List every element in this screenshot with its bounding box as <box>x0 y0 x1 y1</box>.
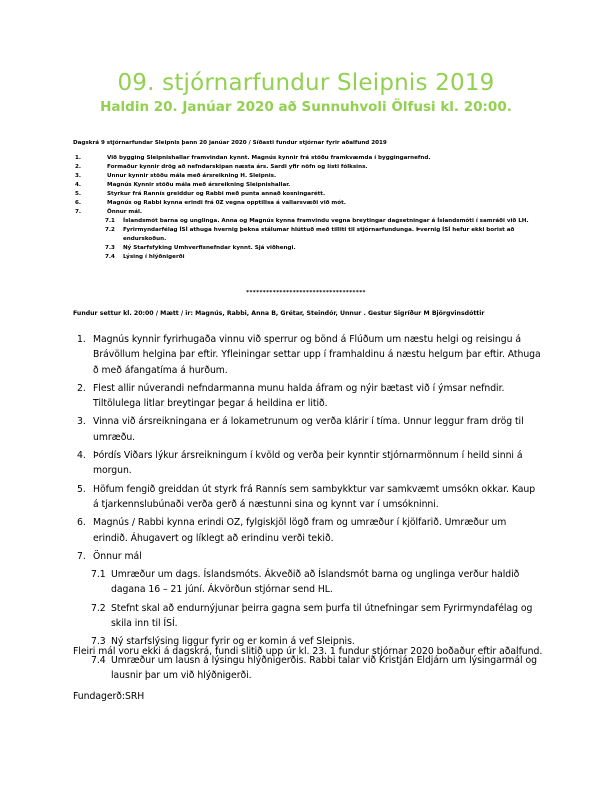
minutes-subitem-text: Ný starfslýsing liggur fyrir og er komin á vef Sleipnis. <box>111 636 355 648</box>
agenda-item <box>73 172 543 181</box>
minutes-list <box>73 332 543 686</box>
minutes-subitem-text: Stefnt skal að endurnýjunar þeirra gagna sem þurfa til útnefningar sem Fyrirmyndafélag og skila inn til ÍSÍ. <box>111 602 533 630</box>
agenda-subitem-number: 7.3 <box>105 245 115 251</box>
minutes-item-number: 2. <box>77 382 86 394</box>
agenda-item-text: Unnur kynnir stöðu mála með ársreikning H. Sleipnis. <box>107 173 277 179</box>
agenda-item <box>73 163 543 172</box>
minutes-item-text: Magnús kynnir fyrirhugaða vinnu við sperrur og bönd á Flúðum um næstu helgi og reisingu á Brávöllum helgina þar eftir. Yfleiningar settar upp í framhaldinu á næstu helgum þar eftir. Athuga ð með áfangatíma á hurðum. <box>93 334 541 376</box>
separator-line: ************************************ <box>246 290 366 296</box>
minutes-item <box>73 332 543 378</box>
minutes-item-text: Höfum fengið greiddan út styrk frá Rannís sem sambykktur var samkvæmt umsókn okkar. Kaup á tjarkennslubúnaði verða gerð á næstunni sina og kynnt var í umsókninni. <box>93 483 536 510</box>
agenda-subitem <box>73 226 543 244</box>
agenda-item <box>73 190 543 199</box>
agenda-subitem-number: 7.4 <box>105 254 115 260</box>
agenda-item-text: Við bygging Sleipnishallar framvindan kynnt. Magnús kynnir frá stöðu framkvæmda í byggingarnefnd. <box>107 155 431 161</box>
minutes-item-number: 5. <box>77 483 86 495</box>
minutes-item-text: Magnús / Rabbi kynna erindi OZ, fylgiskjöl lögð fram og umræður í kjölfarið. Umræður um erindið. Áhugavert og líklegt að erindinu verði tekið. <box>93 517 507 544</box>
minutes-subitem-number: 7.4 <box>91 654 106 666</box>
agenda-subitem-text: Íslandsmót barna og unglinga. Anna og Magnús kynna framvindu vegna breytingar dagsetningar á Íslandsmóti í samráði við LH. <box>123 218 529 224</box>
minutes-item-text: Flest allir núverandi nefndarmanna munu halda áfram og nýir bætast við í ýmsar nefndir. Tiltölulega litlar breytingar þegar á heildina er litið. <box>93 382 505 410</box>
minutes-item-text: Önnur mál <box>93 550 142 562</box>
closing-paragraph: Fleiri mál voru ekki á dagskrá, fundi slitið upp úr kl. 23. 1 fundur stjórnar 2020 boðaður eftir aðalfund. <box>73 646 543 657</box>
minutes-item <box>73 381 543 412</box>
agenda-subitem-text: Ný Starfsfyking Umhverfisnefndar kynnt. Sjá viðhengi. <box>123 245 296 251</box>
document-title: 09. stjórnarfundur Sleipnis 2019 <box>117 70 495 96</box>
minutes-item <box>73 549 543 564</box>
minutes-item-number: 6. <box>77 517 86 529</box>
minutes-item <box>73 482 543 513</box>
agenda-item-text: Formaður kynnir drög að nefndarskipan næsta árs. Sardi yfir nöfn og lísti fólksins. <box>107 164 368 170</box>
agenda-item-number: 2. <box>75 164 82 170</box>
document-subtitle: Haldin 20. Janúar 2020 að Sunnuhvoli Ölfusi kl. 20:00. <box>100 99 512 115</box>
minutes-item-text: Þórdís Viðars lýkur ársreikningum í kvöld og verða þeir kynntir stjórnarmönnum í heild sinni á morgun. <box>93 450 523 477</box>
minutes-subitem-text: Umræður um dags. Íslandsmóts. Ákveðið að Íslandsmót barna og unglinga verður haldið dagana 16 – 21 júní. Ákvörðun stjórnar send HL. <box>111 569 520 596</box>
minutes-subitem-number: 7.1 <box>91 569 106 581</box>
minutes-item <box>73 414 543 445</box>
agenda-item-text: Önnur mál. <box>107 209 143 215</box>
minutes-signature: Fundagerð:SRH <box>73 691 145 702</box>
minutes-subitem <box>73 567 543 598</box>
agenda-item-text: Magnús og Rabbi kynna erindi frá 0Z vegna opptillsa á vallarsvæði við mót. <box>107 200 346 206</box>
agenda-item-number: 4. <box>75 182 82 188</box>
agenda-item-number: 1. <box>75 155 82 161</box>
agenda-subitem <box>73 244 543 253</box>
agenda-item-number: 5. <box>75 191 82 197</box>
minutes-item-number: 7. <box>77 550 86 562</box>
agenda-item-number: 3. <box>75 173 82 179</box>
agenda-subitem <box>73 217 543 226</box>
agenda-item-text: Magnús Kynnir stöðu mála með ársreikning Sleipnishallar. <box>107 182 291 188</box>
agenda-item <box>73 181 543 190</box>
agenda-subitem-text: Fyrirmyndarfélag ÍSÍ athuga hvernig þekna stálumar hlúttuð með tilliti til stjórnarfundunga. Þvernig ÍSÍ hefur ekki borist að endurskoðun. <box>123 227 515 242</box>
minutes-subitem-text: Umræður um lausn á lýsingu hlýðnigerðis. Rabbi talar við Kristján Eldjárn um lýsingarmál og lausnir þar um við hlýðnigerði. <box>111 654 537 681</box>
minutes-item <box>73 515 543 546</box>
agenda-item <box>73 154 543 163</box>
minutes-item-text: Vinna við ársreikningana er á lokametrunum og verða klárir í tíma. Unnur leggur fram drög til umræðu. <box>93 416 524 443</box>
agenda-item-text: Styrkur frá Rannís greiddur og Rabbi með punta annað kosningarétt. <box>107 191 326 197</box>
minutes-subitem-number: 7.3 <box>91 636 106 648</box>
agenda-item-number: 7. <box>75 209 82 215</box>
agenda-list <box>73 154 543 262</box>
minutes-item-number: 3. <box>77 416 86 428</box>
agenda-subitem-number: 7.1 <box>105 218 115 224</box>
minutes-item <box>73 448 543 479</box>
agenda-subitem-number: 7.2 <box>105 227 115 233</box>
agenda-heading: Dagskrá 9 stjórnarfundar Sleipnis þann 20 janúar 2020 / Síðasti fundur stjórnar fyrir aðalfund 2019 <box>73 140 387 146</box>
minutes-subitem <box>73 601 543 632</box>
agenda-subitem <box>73 253 543 262</box>
agenda-item-number: 6. <box>75 200 82 206</box>
minutes-item-number: 4. <box>77 450 86 462</box>
attendance-line: Fundur settur kl. 20:00 / Mætt / ir: Magnús, Rabbi, Anna B, Grétar, Steindór, Unnur . Gestur Sigríður M Björgvinsdóttir <box>73 310 485 317</box>
minutes-item-number: 1. <box>77 334 86 345</box>
agenda-subitem-text: Lýsing í hlýðnigerði <box>123 254 185 260</box>
minutes-subitem-number: 7.2 <box>91 602 106 614</box>
agenda-item <box>73 199 543 208</box>
agenda-item <box>73 208 543 217</box>
